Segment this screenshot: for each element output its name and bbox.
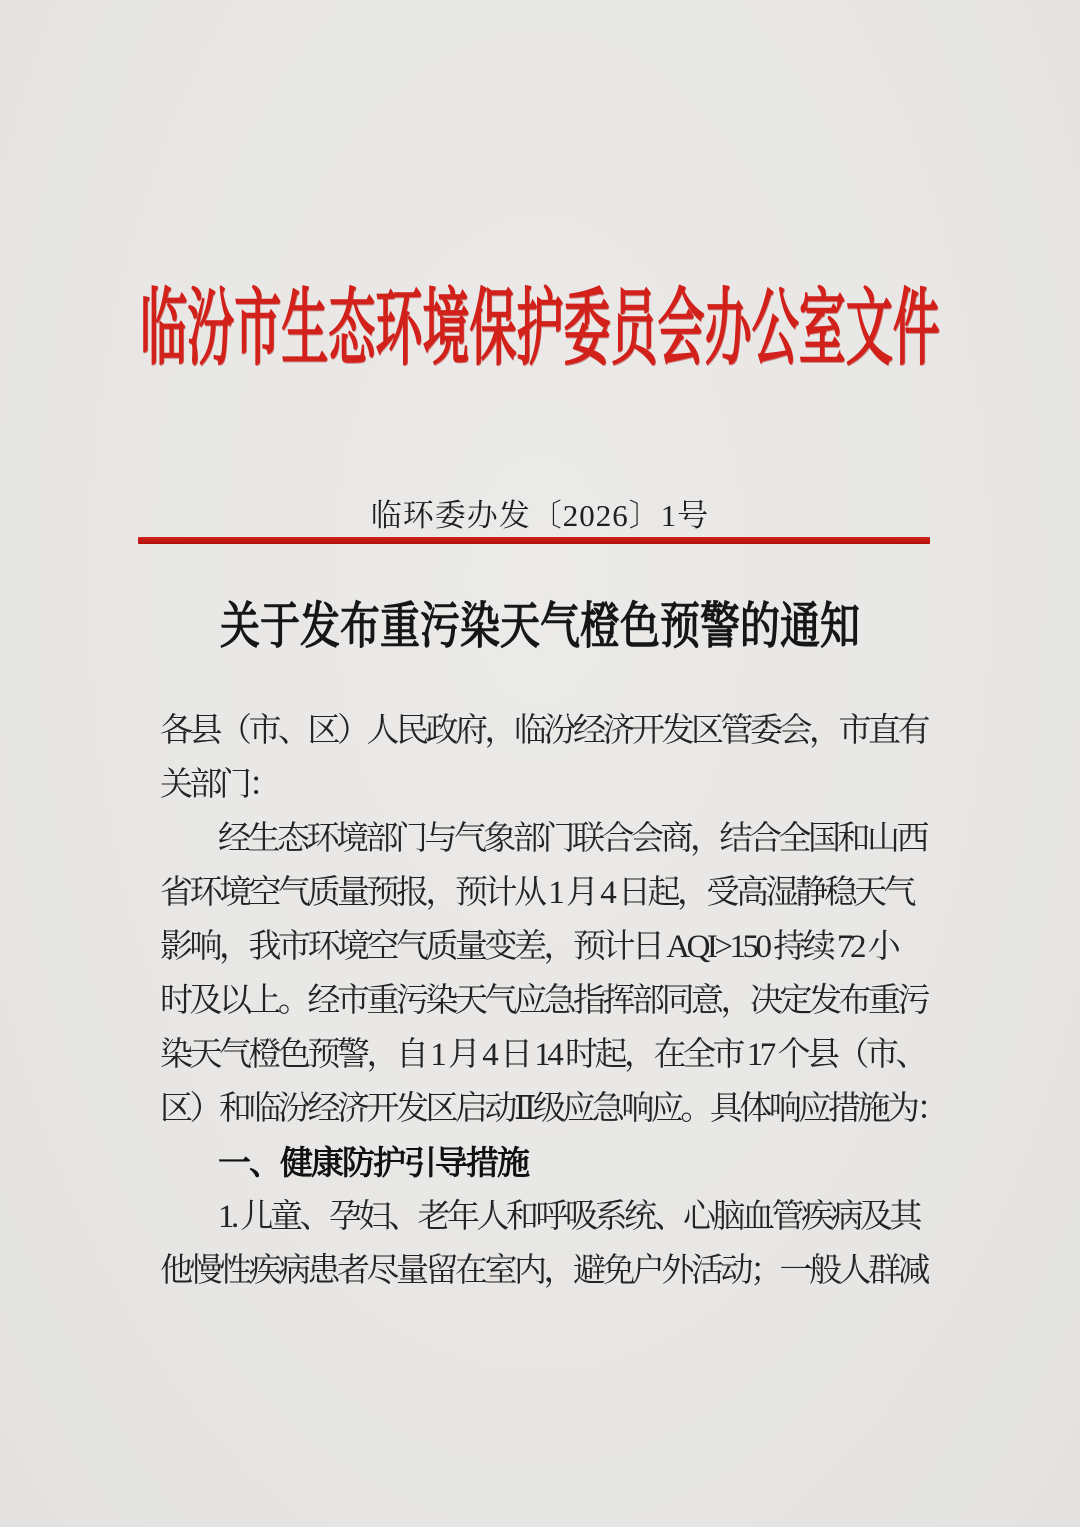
body-line: 省环境空气质量预报，预计从 1 月 4 日起，受高湿静稳天气 xyxy=(160,875,913,911)
body-line: 经生态环境部门与气象部门联合会商，结合全国和山西 xyxy=(218,821,926,857)
document-title-row xyxy=(0,596,1080,656)
document-title: 关于发布重污染天气橙色预警的通知 xyxy=(220,598,860,654)
body-line: 染天气橙色预警，自 1 月 4 日 14 时起，在全市 17 个县（市、 xyxy=(160,1037,925,1073)
letterhead-title: 临汾市生态环境保护委员会办公室文件 xyxy=(140,283,940,376)
document-body xyxy=(160,704,950,1298)
body-line: 1. 儿童、孕妇、老年人和呼吸系统、心脑血管疾病及其 xyxy=(218,1199,919,1235)
document-number: 临环委办发〔2026〕1号 xyxy=(370,498,710,533)
body-line: 影响，我市环境空气质量变差，预计日 AQI>150 持续 72 小 xyxy=(160,929,898,965)
body-line: 时及以上。经市重污染天气应急指挥部同意，决定发布重污 xyxy=(160,983,927,1019)
red-divider-line xyxy=(138,537,930,544)
body-line: 关部门： xyxy=(160,767,278,803)
document-letterhead xyxy=(0,282,1080,378)
section-heading: 一、健康防护引导措施 xyxy=(218,1144,528,1181)
body-line: 各县（市、区）人民政府，临汾经济开发区管委会，市直有 xyxy=(160,713,927,749)
body-line: 他慢性疾病患者尽量留在室内，避免户外活动；一般人群减 xyxy=(160,1253,927,1289)
body-line: 区）和临汾经济开发区启动Ⅱ级应急响应。具体响应措施为： xyxy=(160,1091,946,1127)
